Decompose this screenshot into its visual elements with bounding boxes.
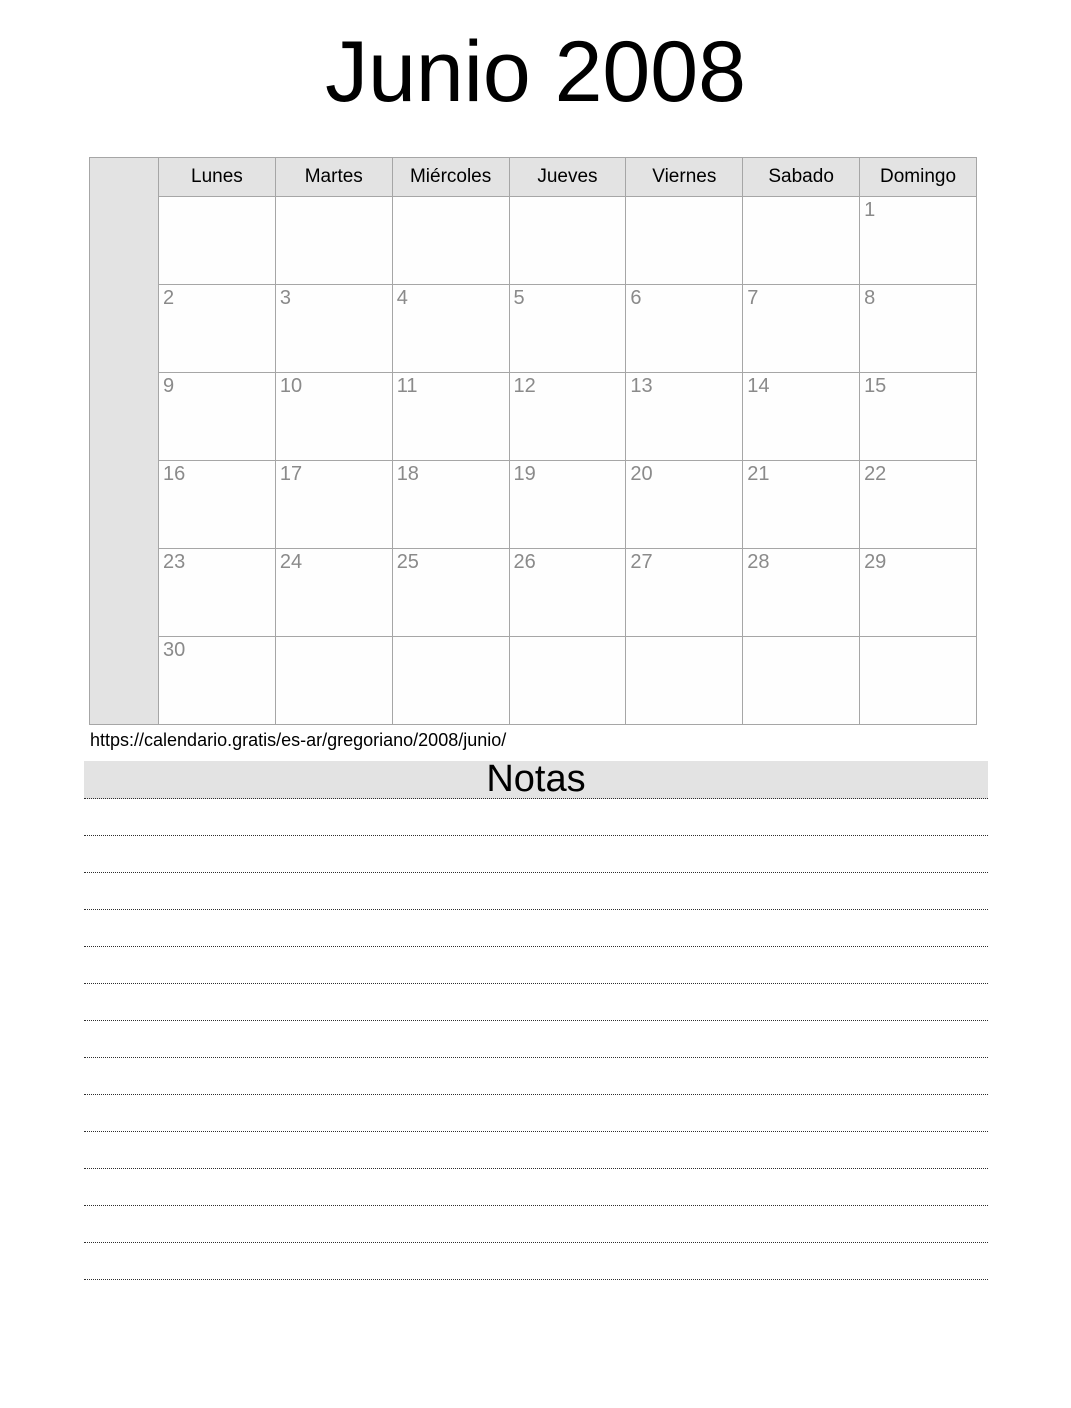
day-cell-empty bbox=[743, 636, 860, 724]
day-cell-15: 15 bbox=[860, 372, 977, 460]
day-cell-empty bbox=[392, 636, 509, 724]
day-cell-9: 9 bbox=[159, 372, 276, 460]
note-line bbox=[84, 1206, 988, 1243]
day-cell-27: 27 bbox=[626, 548, 743, 636]
day-cell-empty bbox=[509, 636, 626, 724]
day-cell-21: 21 bbox=[743, 460, 860, 548]
note-line bbox=[84, 1095, 988, 1132]
note-line bbox=[84, 1169, 988, 1206]
day-cell-18: 18 bbox=[392, 460, 509, 548]
day-cell-empty bbox=[860, 636, 977, 724]
note-line bbox=[84, 1243, 988, 1280]
day-cell-10: 10 bbox=[275, 372, 392, 460]
notes-section bbox=[84, 757, 988, 1280]
day-cell-26: 26 bbox=[509, 548, 626, 636]
day-cell-14: 14 bbox=[743, 372, 860, 460]
day-cell-17: 17 bbox=[275, 460, 392, 548]
note-line bbox=[84, 1132, 988, 1169]
calendar-week-row bbox=[90, 372, 977, 460]
note-line bbox=[84, 799, 988, 836]
day-cell-23: 23 bbox=[159, 548, 276, 636]
note-lines bbox=[84, 799, 988, 1280]
weekday-header: Sabado bbox=[743, 157, 860, 196]
day-cell-empty bbox=[509, 196, 626, 284]
day-cell-19: 19 bbox=[509, 460, 626, 548]
day-cell-25: 25 bbox=[392, 548, 509, 636]
calendar-week-row bbox=[90, 196, 977, 284]
day-cell-30: 30 bbox=[159, 636, 276, 724]
day-cell-11: 11 bbox=[392, 372, 509, 460]
note-line bbox=[84, 984, 988, 1021]
day-cell-20: 20 bbox=[626, 460, 743, 548]
day-cell-5: 5 bbox=[509, 284, 626, 372]
day-cell-empty bbox=[392, 196, 509, 284]
note-line bbox=[84, 873, 988, 910]
note-line bbox=[84, 1058, 988, 1095]
note-line bbox=[84, 910, 988, 947]
note-line bbox=[84, 1021, 988, 1058]
day-cell-4: 4 bbox=[392, 284, 509, 372]
calendar-week-row bbox=[90, 284, 977, 372]
week-spacer-column bbox=[90, 157, 159, 724]
day-cell-empty bbox=[743, 196, 860, 284]
day-cell-empty bbox=[159, 196, 276, 284]
day-cell-24: 24 bbox=[275, 548, 392, 636]
day-cell-16: 16 bbox=[159, 460, 276, 548]
note-line bbox=[84, 947, 988, 984]
day-cell-empty bbox=[275, 636, 392, 724]
notes-title: Notas bbox=[486, 757, 586, 800]
weekday-header: Domingo bbox=[860, 157, 977, 196]
day-cell-empty bbox=[626, 636, 743, 724]
day-cell-empty bbox=[275, 196, 392, 284]
day-cell-13: 13 bbox=[626, 372, 743, 460]
day-cell-28: 28 bbox=[743, 548, 860, 636]
day-cell-empty bbox=[626, 196, 743, 284]
calendar-week-row bbox=[90, 460, 977, 548]
weekday-header: Jueves bbox=[509, 157, 626, 196]
note-line bbox=[84, 836, 988, 873]
notes-header bbox=[84, 757, 988, 800]
calendar-week-row bbox=[90, 636, 977, 724]
day-cell-1: 1 bbox=[860, 196, 977, 284]
day-cell-3: 3 bbox=[275, 284, 392, 372]
calendar-week-row bbox=[90, 548, 977, 636]
calendar-table bbox=[89, 157, 977, 725]
page-title: Junio 2008 bbox=[325, 24, 746, 120]
day-cell-6: 6 bbox=[626, 284, 743, 372]
source-url: https://calendario.gratis/es-ar/gregoriano/2008/junio/ bbox=[90, 729, 507, 750]
day-cell-7: 7 bbox=[743, 284, 860, 372]
weekday-header: Miércoles bbox=[392, 157, 509, 196]
weekday-header: Viernes bbox=[626, 157, 743, 196]
day-cell-12: 12 bbox=[509, 372, 626, 460]
day-cell-2: 2 bbox=[159, 284, 276, 372]
day-cell-22: 22 bbox=[860, 460, 977, 548]
weekday-header: Lunes bbox=[159, 157, 276, 196]
day-cell-8: 8 bbox=[860, 284, 977, 372]
weekday-header: Martes bbox=[275, 157, 392, 196]
day-cell-29: 29 bbox=[860, 548, 977, 636]
